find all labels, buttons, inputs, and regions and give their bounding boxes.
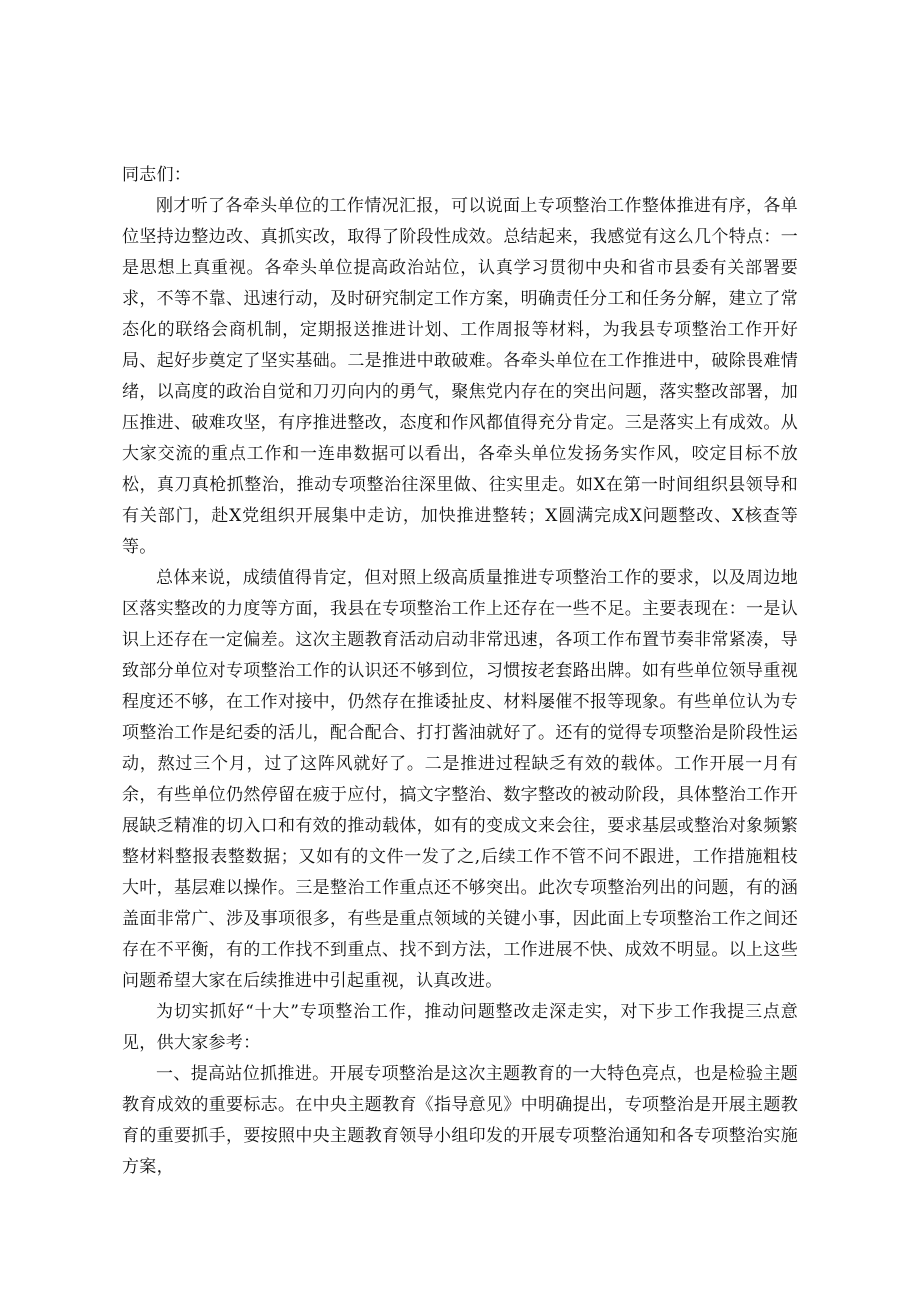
salutation: 同志们： bbox=[122, 165, 192, 185]
paragraph-achievements: 刚才听了各牵头单位的工作情况汇报，可以说面上专项整治工作整体推进有序，各单位坚持边整边改、真抓实改，取得了阶段性成效。总结起来，我感觉有这么几个特点：一是思想上真重视。各牵头单位提高政治站位，认真学习贯彻中央和省市县委有关部署要求，不等不靠、迅速行动，及时研究制定工作方案，明确责任分工和任务分解，建立了常态化的联络会商机制，定期报送推进计划、工作周报等材料，为我县专项整治工作开好局、起好步奠定了坚实基础。二是推进中敢破难。各牵头单位在工作推进中，破除畏难情绪，以高度的政治自觉和刀刃向内的勇气，聚焦党内存在的突出问题，落实整改部署，加压推进、破难攻坚，有序推进整改，态度和作风都值得充分肯定。三是落实上有成效。从大家交流的重点工作和一连串数据可以看出，各牵头单位发扬务实作风，咬定目标不放松，真刀真枪抓整治，推动专项整治往深里做、往实里走。如X在第一时间组织县领导和有关部门，赴X党组织开展集中走访，加快推进整转；X圆满完成X问题整改、X核查等等。 bbox=[122, 196, 798, 557]
paragraph-suggestions-intro: 为切实抓好“十大”专项整治工作，推动问题整改走深走实，对下步工作我提三点意见，供大家参考： bbox=[122, 1002, 798, 1053]
paragraph-shortcomings: 总体来说，成绩值得肯定，但对照上级高质量推进专项整治工作的要求，以及周边地区落实整改的力度等方面，我县在专项整治工作上还存在一些不足。主要表现在：一是认识上还存在一定偏差。这次主题教育活动启动非常迅速，各项工作布置节奏非常紧凑，导致部分单位对专项整治工作的认识还不够到位，习惯按老套路出牌。如有些单位领导重视程度还不够，在工作对接中，仍然存在推诿扯皮、材料屡催不报等现象。有些单位认为专项整治工作是纪委的活儿，配合配合、打打酱油就好了。还有的觉得专项整治是阶段性运动，熬过三个月，过了这阵风就好了。二是推进过程缺乏有效的载体。工作开展一月有余，有些单位仍然停留在疲于应付，搞文字整治、数字整改的被动阶段，具体整治工作开展缺乏精准的切入口和有效的推动载体，如有的变成文来会往，要求基层或整治对象频繁整材料整报表整数据；又如有的文件一发了之,后续工作不管不问不跟进，工作措施粗枝大叶，基层难以操作。三是整治工作重点还不够突出。此次专项整治列出的问题，有的涵盖面非常广、涉及事项很多，有些是重点领域的关键小事，因此面上专项整治工作之间还存在不平衡，有的工作找不到重点、找不到方法，工作进展不快、成效不明显。以上这些问题希望大家在后续推进中引起重视，认真改进。 bbox=[122, 568, 798, 991]
paragraph-point-one: 一、提高站位抓推进。开展专项整治是这次主题教育的一大特色亮点，也是检验主题教育成效的重要标志。在中央主题教育《指导意见》中明确提出，专项整治是开展主题教育的重要抓手，要按照中央主题教育领导小组印发的开展专项整治通知和各专项整治实施方案， bbox=[122, 1064, 798, 1177]
document-body bbox=[122, 160, 798, 1183]
